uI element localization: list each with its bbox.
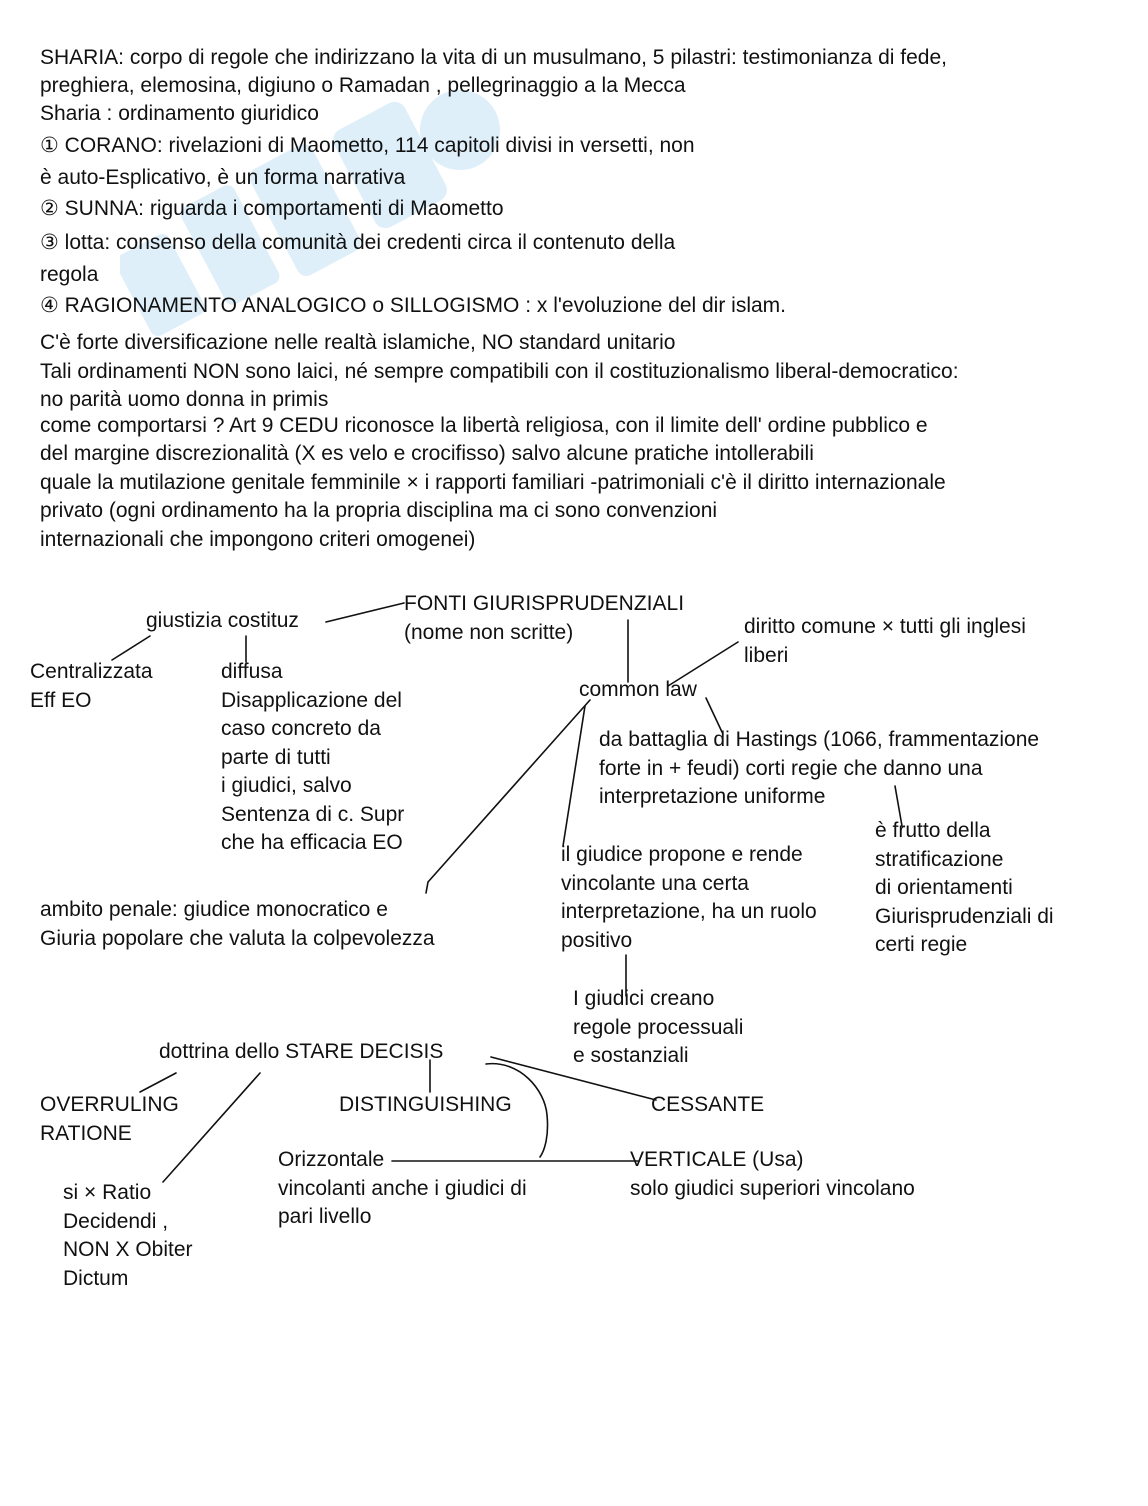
node-giudice-propone: il giudice propone e rende vincolante una certa interpretazione, ha un ruolo positivo bbox=[561, 843, 817, 952]
node-centralizzata: Centralizzata Eff EO bbox=[30, 660, 153, 712]
node-ambito-penale: ambito penale: giudice monocratico e Giuria popolare che valuta la colpevolezza bbox=[40, 898, 435, 950]
text-line: SHARIA: corpo di regole che indirizzano la vita di un musulmano, 5 pilastri: testimonianza di fede, bbox=[40, 46, 947, 69]
node-verticale: VERTICALE (Usa) solo giudici superiori vincolano bbox=[630, 1148, 915, 1200]
text-line: ③ lotta: consenso della comunità dei credenti circa il contenuto della bbox=[40, 231, 676, 254]
node-overruling: OVERRULING RATIONE bbox=[40, 1093, 179, 1145]
text-line: ④ RAGIONAMENTO ANALOGICO o SILLOGISMO : x l'evoluzione del dir islam. bbox=[40, 294, 787, 317]
node-common-law: common law bbox=[579, 678, 697, 701]
connector-giustizia-fonti bbox=[326, 603, 404, 622]
text-line: ② SUNNA: riguarda i comportamenti di Maometto bbox=[40, 197, 504, 220]
text-line: internazionali che impongono criteri omogenei) bbox=[40, 528, 476, 551]
text-line: è auto-Esplicativo, è un forma narrativa bbox=[40, 166, 406, 189]
node-diffusa: diffusa Disapplicazione del caso concreto da parte di tutti i giudici, salvo Sentenza di c. Supr che ha efficacia EO bbox=[221, 660, 405, 854]
node-giustizia-costituz: giustizia costituz bbox=[146, 609, 299, 632]
text-line: privato (ogni ordinamento ha la propria disciplina ma ci sono convenzioni bbox=[40, 499, 718, 522]
text-line: C'è forte diversificazione nelle realtà islamiche, NO standard unitario bbox=[40, 331, 676, 354]
node-hastings: da battaglia di Hastings (1066, frammentazione forte in + feudi) corti regie che danno una interpretazione uniforme bbox=[599, 728, 1040, 808]
text-line: no parità uomo donna in primis bbox=[40, 388, 329, 411]
text-line: preghiera, elemosina, digiuno o Ramadan , pellegrinaggio a la Mecca bbox=[40, 74, 686, 97]
node-frutto-stratificazione: è frutto della stratificazione di orientamenti Giurisprudenziali di certi regie bbox=[875, 819, 1054, 956]
connector-giustizia-centralizzata bbox=[112, 636, 150, 660]
text-line: del margine discrezionalità (X es velo e crocifisso) salvo alcune pratiche intollerabili bbox=[40, 442, 814, 465]
node-cessante: CESSANTE bbox=[651, 1093, 765, 1116]
text-line: regola bbox=[40, 263, 99, 286]
node-diritto-comune: diritto comune × tutti gli inglesi liberi bbox=[744, 615, 1026, 667]
node-orizzontale: Orizzontale vincolanti anche i giudici di pari livello bbox=[278, 1148, 527, 1228]
node-stare-decisis: dottrina dello STARE DECISIS bbox=[159, 1040, 444, 1063]
text-line: come comportarsi ? Art 9 CEDU riconosce la libertà religiosa, con il limite dell' ordine pubblico e bbox=[40, 414, 928, 437]
node-giudici-creano: I giudici creano regole processuali e sostanziali bbox=[573, 987, 744, 1067]
node-ratio-decidendi: si × Ratio Decidendi , NON X Obiter Dictum bbox=[63, 1181, 193, 1290]
text-line: Tali ordinamenti NON sono laici, né sempre compatibili con il costituzionalismo liberal-democratico: bbox=[40, 360, 959, 383]
text-line: Sharia : ordinamento giuridico bbox=[40, 102, 319, 125]
text-line: quale la mutilazione genitale femminile × i rapporti familiari -patrimoniali c'è il diritto internazionale bbox=[40, 471, 946, 494]
connector-stare-overruling bbox=[140, 1073, 176, 1092]
node-distinguishing: DISTINGUISHING bbox=[339, 1093, 512, 1116]
text-line: ① CORANO: rivelazioni di Maometto, 114 capitoli divisi in versetti, non bbox=[40, 134, 695, 157]
node-fonti-giurisprudenziali: FONTI GIURISPRUDENZIALI (nome non scritte) bbox=[404, 592, 685, 644]
